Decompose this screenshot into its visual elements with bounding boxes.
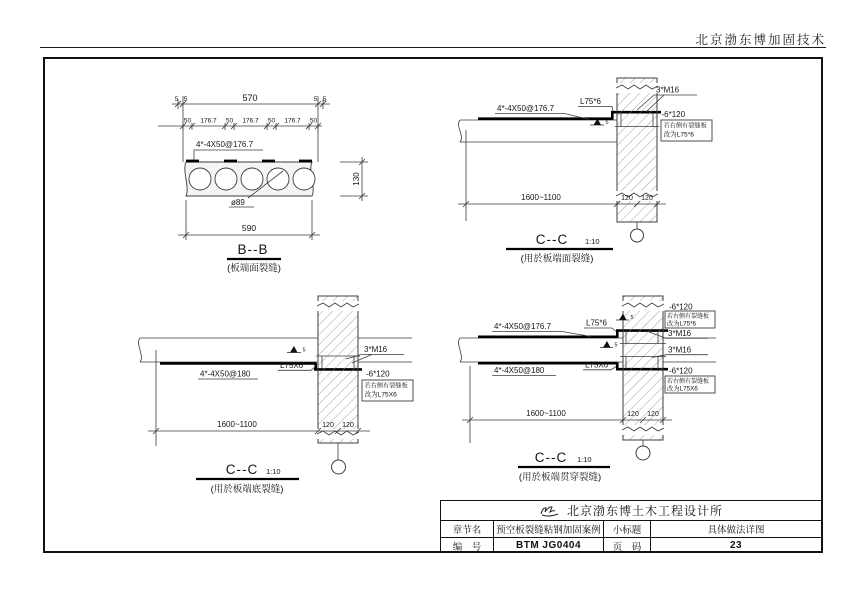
bb-plate-label: 4*-4X50@176.7 bbox=[196, 140, 254, 149]
subtitle-value: 具体做法详图 bbox=[707, 524, 765, 536]
chapter-label: 章节名 bbox=[441, 521, 494, 537]
c2-dim-span: 1600~1100 bbox=[217, 420, 257, 429]
c3-dim-span: 1600~1100 bbox=[526, 409, 566, 418]
c1-dim-span: 1600~1100 bbox=[521, 193, 561, 202]
title-block-row-1 bbox=[441, 521, 821, 538]
page-label: 页 码 bbox=[604, 538, 651, 554]
c3-weld-symbol-bottom bbox=[600, 341, 613, 348]
bb-chain-1: 50 bbox=[183, 117, 192, 125]
c3-top-angle-leader bbox=[584, 328, 616, 332]
company-logo-icon bbox=[539, 504, 561, 517]
drawing-bb bbox=[158, 93, 368, 274]
drawing-cc-bottom-right bbox=[459, 296, 716, 483]
title-block-row-2 bbox=[441, 538, 821, 554]
number-label: 编 号 bbox=[441, 538, 494, 554]
bb-dim-edge-3: 5 bbox=[313, 96, 318, 103]
c2-dim-120a: 120 bbox=[322, 422, 334, 429]
bb-plate-leader bbox=[194, 150, 263, 160]
c1-plate-label: 4*-4X50@176.7 bbox=[497, 104, 555, 113]
bb-dim-edge-1: 5 bbox=[174, 96, 179, 103]
c2-scale: 1:10 bbox=[266, 467, 281, 476]
c2-title: C--C bbox=[225, 462, 259, 477]
c3-bottom-plate-label: 4*-4X50@180 bbox=[494, 366, 545, 375]
number-value: BTM JG0404 bbox=[494, 538, 604, 554]
c3-weld-size-bottom: 5 bbox=[614, 342, 618, 349]
c1-axis-bubble bbox=[631, 229, 644, 242]
subtitle-label: 小标题 bbox=[604, 521, 651, 537]
c3-note-top1: 若右侧有裂缝板 bbox=[667, 314, 710, 320]
c2-bar-label: -6*120 bbox=[366, 369, 390, 379]
c3-top-bar-label: -6*120 bbox=[669, 302, 693, 312]
chapter-value: 预空板裂缝粘钢加固案例 bbox=[494, 521, 604, 537]
c1-title: C--C bbox=[535, 232, 569, 247]
c2-note-line2: 改为L75X6 bbox=[364, 391, 397, 399]
bb-title: B--B bbox=[237, 242, 269, 257]
c3-scale: 1:10 bbox=[577, 455, 592, 464]
c3-subtitle: (用於板端贯穿裂缝) bbox=[518, 472, 602, 483]
c3-top-plate-label: 4*-4X50@176.7 bbox=[494, 322, 552, 331]
c3-bottom-angle-label: L75X6 bbox=[585, 360, 609, 370]
c3-slab bbox=[459, 338, 623, 362]
c2-note-line1: 若右侧有裂缝板 bbox=[364, 382, 408, 390]
c3-dim-120a: 120 bbox=[627, 411, 639, 418]
company-name: 北京渤东博土木工程设计所 bbox=[566, 504, 723, 518]
c3-dim-120b: 120 bbox=[647, 411, 659, 418]
c2-bolt-label: 3*M16 bbox=[364, 345, 388, 354]
c1-angle-leader bbox=[578, 106, 613, 111]
drawing-cc-top bbox=[458, 78, 712, 265]
c1-angle-label: L75*6 bbox=[580, 97, 601, 106]
c1-dim-120b: 120 bbox=[641, 195, 653, 202]
c1-bolt-label: 3*M16 bbox=[656, 85, 680, 95]
c1-note-line2: 改为L75*6 bbox=[663, 131, 694, 139]
bb-dim-130: 130 bbox=[352, 172, 361, 186]
bb-core-holes bbox=[189, 168, 315, 190]
title-block-company-row bbox=[441, 501, 821, 521]
c3-weld-size-top: 5 bbox=[630, 315, 634, 321]
c2-weld-size: 5 bbox=[302, 347, 306, 354]
c3-wall-break-mask-top bbox=[622, 301, 665, 311]
c2-slab bbox=[139, 338, 318, 362]
bb-dim-590: 590 bbox=[241, 223, 257, 233]
bb-chain-5: 50 bbox=[267, 117, 276, 125]
c3-wall bbox=[623, 296, 663, 440]
c3-note-bottom1: 若右侧有裂缝板 bbox=[667, 379, 710, 385]
c3-top-angle-label: L75*6 bbox=[586, 318, 607, 328]
bb-chain-3: 50 bbox=[225, 117, 234, 125]
c1-wall-break-mask-top bbox=[616, 83, 659, 93]
c3-title: C--C bbox=[534, 450, 568, 465]
bb-dim-edge-2: 5 bbox=[183, 96, 188, 103]
c1-bar-label: -6*120 bbox=[661, 109, 686, 119]
c2-axis-bubble bbox=[332, 460, 346, 474]
bb-chain-7: 50 bbox=[309, 117, 318, 125]
bb-hole-label: ø89 bbox=[231, 198, 245, 207]
c1-weld-size: 5 bbox=[605, 120, 609, 126]
bb-dim-570: 570 bbox=[242, 93, 258, 103]
c2-dim-120b: 120 bbox=[342, 422, 354, 429]
page-brand: 北京渤东博加固技术 bbox=[695, 32, 826, 47]
bb-chain-6: 176.7 bbox=[284, 117, 301, 125]
title-block bbox=[440, 500, 822, 552]
c3-bottom-bar-label: -6*120 bbox=[669, 366, 693, 376]
bb-subtitle: (板端面裂缝) bbox=[227, 263, 281, 274]
c3-wall-break-mask-bottom bbox=[622, 425, 665, 435]
c3-note-bottom2: 改为L75X6 bbox=[667, 385, 698, 393]
c1-slab bbox=[459, 120, 617, 142]
c2-subtitle: (用於板端底裂缝) bbox=[210, 484, 284, 495]
bb-dim-edge-4: 5 bbox=[322, 96, 327, 103]
page-value: 23 bbox=[729, 540, 743, 552]
c1-dim-120a: 120 bbox=[621, 195, 633, 202]
c3-note-top2: 改为L75*6 bbox=[667, 320, 697, 328]
c1-scale: 1:10 bbox=[585, 237, 600, 246]
c1-subtitle: (用於板端面裂缝) bbox=[520, 253, 594, 265]
c3-top-bolt-label: 3*M16 bbox=[668, 329, 692, 338]
c2-wall bbox=[318, 296, 358, 443]
c2-wall-break-mask-top bbox=[317, 301, 360, 311]
bb-chain-4: 176.7 bbox=[242, 117, 259, 125]
c3-mid-bolt-label: 3*M16 bbox=[668, 345, 692, 355]
drawing-cc-bottom-left bbox=[139, 296, 413, 495]
c3-axis-bubble bbox=[636, 446, 650, 460]
c2-angle-label: L75X6 bbox=[280, 361, 304, 370]
bb-chain-2: 176.7 bbox=[200, 117, 217, 125]
c1-note-line1: 若右侧有裂缝板 bbox=[663, 122, 707, 130]
c2-plate-label: 4*-4X50@180 bbox=[200, 369, 251, 379]
c2-weld-symbol bbox=[287, 346, 301, 353]
